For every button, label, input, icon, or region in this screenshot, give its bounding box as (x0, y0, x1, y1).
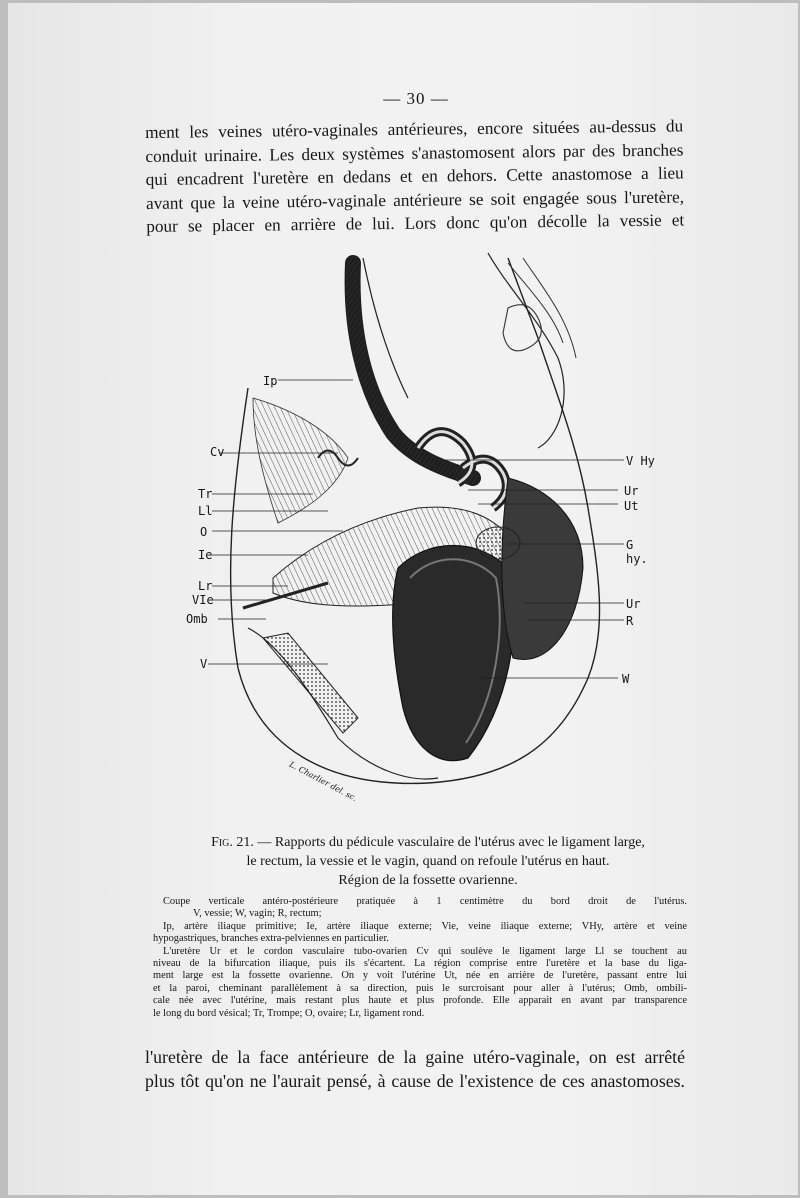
caption-line: Région de la fossette ovarienne. (338, 873, 518, 888)
figure-label-o: O (200, 525, 208, 539)
figure-label-ur-top: Ur (624, 484, 639, 498)
legend-line: le long du bord vésical; Tr, Trompe; O, ovaire; Lr, ligament rond. (153, 1007, 425, 1019)
text-line: pour se placer en arrière de lui. Lors donc qu'on décolle la vessie et (146, 210, 685, 236)
caption-line: le rectum, la vessie et le vagin, quand on refoule l'utérus en haut. (246, 854, 610, 869)
figure-label-ur-bottom: Ur (626, 597, 641, 611)
figure-label-v: V (200, 657, 208, 671)
book-page (8, 3, 798, 1195)
figure-label-vie: VIe (192, 593, 214, 607)
figure-label-w: W (622, 672, 630, 686)
engraver-signature: L. Charlier del. sc. (287, 759, 359, 803)
figure-label-tr: Tr (198, 487, 213, 501)
figure-label-ip: Ip (263, 374, 278, 388)
text-line: l'uretère de la face antérieure de la gaine utéro-vaginale, on est arrêté (145, 1047, 685, 1067)
figure-caption (168, 833, 688, 890)
anatomical-figure (178, 248, 658, 828)
legend-line: niveau de la bifurcation iliaque, puis ils s'écartent. La région comprise entre l'uretère et la base du liga- (153, 958, 687, 970)
figure-ref: Fig. 21. (211, 835, 254, 850)
paragraph-top (145, 114, 684, 238)
text-line: ment les veines utéro-vaginales antérieures, encore situées au-dessus du (145, 116, 684, 142)
legend-line: cale née avec l'utérine, mais restant plus haute et plus profonde. Elle apparait en avant par transparence (153, 995, 687, 1007)
figure-label-ut: Ut (624, 499, 639, 513)
legend-line: L'uretère Ur et le cordon vasculaire tubo-ovarien Cv qui soulève le ligament large Ll se touchent au (163, 945, 687, 957)
text-line: avant que la veine utéro-vaginale antérieure se soit engagée sous l'uretère, (145, 186, 685, 213)
legend-line: Ip, artère iliaque primitive; Ie, artère iliaque externe; Vie, veine iliaque externe; VHy, artère et veine (163, 920, 687, 932)
figure-label-omb: Omb (186, 612, 208, 626)
legend-line: ment large est la fossette ovarienne. On y voit l'utérine Ut, née en arrière de l'uretère, passant entre lui (153, 970, 687, 982)
legend-line: V, vessie; W, vagin; R, rectum; (193, 908, 322, 920)
figure-label-ll: Ll (198, 504, 213, 518)
text-line: conduit urinaire. Les deux systèmes s'anastomosent alors par des branches (145, 139, 684, 166)
legend-line: et la paroi, cheminant parallèlement à sa direction, puis le surcroisant pour aller à l'utérus; Omb, ombili- (153, 982, 687, 994)
figure-legend (153, 896, 687, 1020)
figure-label-r: R (626, 614, 634, 628)
figure-label-vhy: V Hy (626, 454, 655, 468)
legend-line: hypogastriques, branches extra-pelviennes en particulier. (153, 933, 390, 945)
text-line: qui encadrent l'uretère en dedans et en dehors. Cette anastomose a lieu (145, 163, 684, 189)
legend-line: Coupe verticale antéro-postérieure pratiquée à 1 centimètre du bord droit de l'utérus. (163, 896, 687, 907)
figure-label-ghy: G hy. (626, 538, 648, 566)
figure-label-lr: Lr (198, 579, 213, 593)
paragraph-bottom (145, 1045, 685, 1093)
figure-label-ie: Ie (198, 548, 213, 562)
text-line: plus tôt qu'on ne l'aurait pensé, à cause de l'existence de ces anastomoses. (145, 1071, 685, 1091)
caption-line: — Rapports du pédicule vasculaire de l'utérus avec le ligament large, (253, 835, 645, 850)
anatomical-engraving (178, 248, 658, 828)
figure-label-cv: Cv (210, 445, 225, 459)
page-number: — 30 — (383, 89, 449, 108)
